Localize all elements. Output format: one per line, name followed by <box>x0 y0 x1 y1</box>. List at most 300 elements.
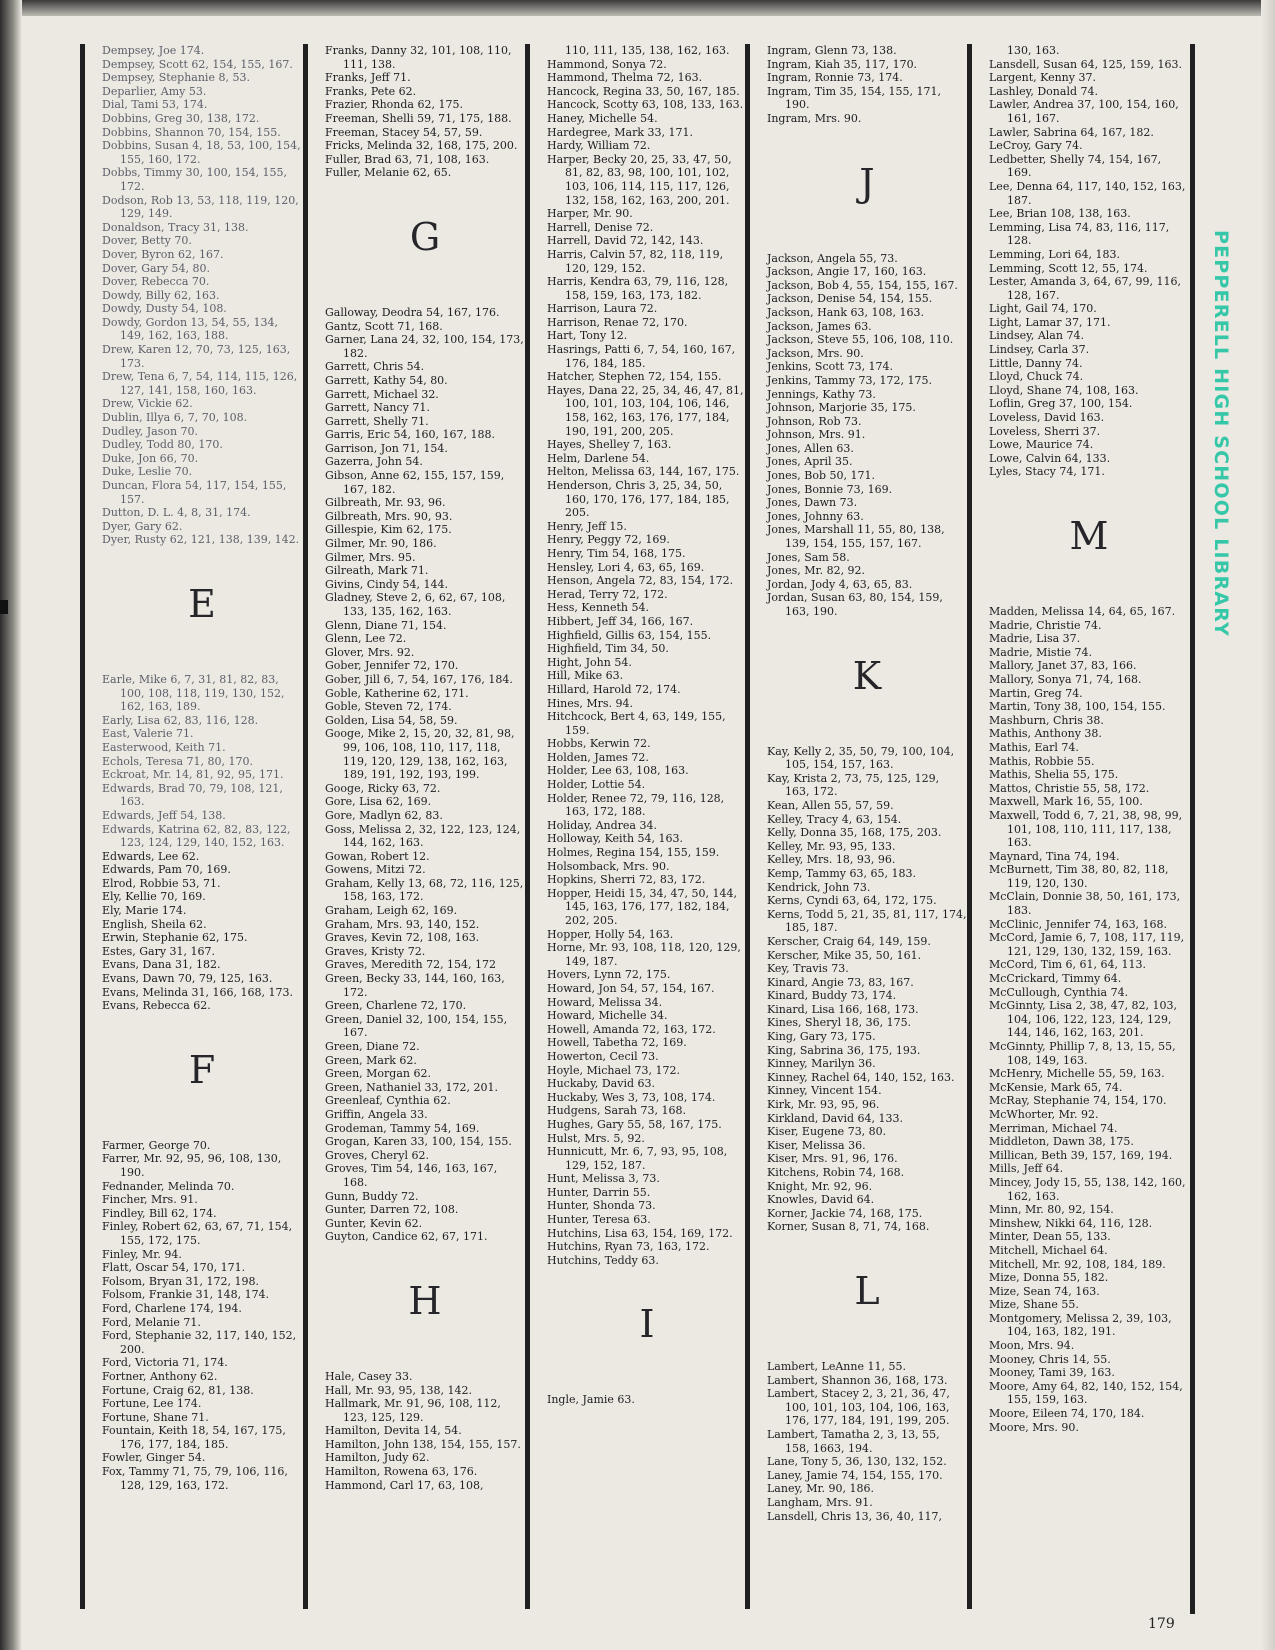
index-entry: Ford, Stephanie 32, 117, 140, 152, 200. <box>102 1329 297 1356</box>
index-entry: East, Valerie 71. <box>102 727 194 741</box>
index-entry: Jordan, Susan 63, 80, 154, 159, 163, 190. <box>767 591 943 618</box>
index-column-3 <box>525 44 747 1609</box>
index-entry: Kay, Kelly 2, 35, 50, 79, 100, 104, 105, 154, 157, 163. <box>767 744 955 772</box>
index-entry: Hancock, Scotty 63, 108, 133, 163. <box>547 98 744 112</box>
index-entry: Hill, Mike 63. <box>547 669 624 683</box>
index-entry: Ely, Marie 174. <box>102 904 187 918</box>
index-entry: Guyton, Candice 62, 67, 171. <box>325 1230 488 1244</box>
index-entry: Kiser, Mrs. 91, 96, 176. <box>767 1152 898 1166</box>
index-entry: Little, Danny 74. <box>989 356 1083 370</box>
index-entry: Korner, Susan 8, 71, 74, 168. <box>767 1220 930 1234</box>
index-entry: Mathis, Shelia 55, 175. <box>989 768 1119 782</box>
index-entry: Huckaby, Wes 3, 73, 108, 174. <box>547 1090 716 1104</box>
index-entry: Lindsey, Carla 37. <box>989 343 1090 357</box>
index-entry: Jackson, Angie 17, 160, 163. <box>767 265 927 279</box>
index-entry: Dodson, Rob 13, 53, 118, 119, 120, 129, 149. <box>102 193 299 221</box>
index-entry: Fincher, Mrs. 91. <box>102 1193 198 1207</box>
index-entry: McCrickard, Timmy 64. <box>989 972 1122 986</box>
index-entry: Hancock, Regina 33, 50, 167, 185. <box>547 84 740 98</box>
index-entry: Garrett, Chris 54. <box>325 360 425 374</box>
index-entry: Kiser, Eugene 73, 80. <box>767 1125 887 1139</box>
index-entry: Jones, Johnny 63. <box>767 509 864 523</box>
index-entry: LeCroy, Gary 74. <box>989 139 1083 153</box>
index-entry: Lansdell, Susan 64, 125, 159, 163. <box>989 57 1183 71</box>
index-entry: Kelley, Tracy 4, 63, 154. <box>767 812 902 826</box>
index-entry: Kirk, Mr. 93, 95, 96. <box>767 1098 880 1112</box>
index-entry: Hutchins, Ryan 73, 163, 172. <box>547 1240 710 1254</box>
index-entry: Howell, Tabetha 72, 169. <box>547 1036 687 1050</box>
index-entry: Ford, Charlene 174, 194. <box>102 1301 242 1315</box>
index-entry: Mize, Shane 55. <box>989 1298 1079 1312</box>
index-entry: Goss, Melissa 2, 32, 122, 123, 124, 144, 162, 163. <box>325 822 521 850</box>
index-entry: McClain, Donnie 38, 50, 161, 173, 183. <box>989 890 1181 918</box>
index-entry: Hibbert, Jeff 34, 166, 167. <box>547 614 694 628</box>
index-entry: Henderson, Chris 3, 25, 34, 50, 160, 170, 176, 177, 184, 185, 205. <box>547 479 730 520</box>
index-entry: Holder, Renee 72, 79, 116, 128, 163, 172, 188. <box>547 791 725 819</box>
index-entry: Farrer, Mr. 92, 95, 96, 108, 130, 190. <box>102 1152 282 1179</box>
library-stamp: PEPPERELL HIGH SCHOOL LIBRARY <box>1210 230 1232 637</box>
index-entry: Early, Lisa 62, 83, 116, 128. <box>102 713 259 727</box>
index-entry: Edwards, Katrina 62, 82, 83, 122, 123, 124, 129, 140, 152, 163. <box>102 822 291 850</box>
index-entry: Griffin, Angela 33. <box>325 1107 428 1121</box>
index-entry: Ford, Melanie 71. <box>102 1315 201 1329</box>
index-entry: Martin, Greg 74. <box>989 686 1083 700</box>
index-entry: Mallory, Janet 37, 83, 166. <box>989 659 1137 673</box>
index-entry: Givins, Cindy 54, 144. <box>325 577 449 591</box>
index-entry: Graham, Leigh 62, 169. <box>325 904 458 918</box>
index-entry: Harrison, Renae 72, 170. <box>547 315 688 329</box>
index-entry: Kiser, Melissa 36. <box>767 1138 866 1152</box>
index-entry: Dudley, Jason 70. <box>102 424 199 438</box>
index-entry: Dempsey, Joe 174. <box>102 44 205 57</box>
index-column-4 <box>745 44 967 1609</box>
index-entry: Mathis, Earl 74. <box>989 740 1079 754</box>
column-rule-right <box>1190 44 1195 1614</box>
index-entry: Kinard, Buddy 73, 174. <box>767 989 897 1003</box>
index-entry: Googe, Ricky 63, 72. <box>325 781 441 795</box>
index-entry: Garrett, Shelly 71. <box>325 414 429 428</box>
index-entry: Knowles, David 64. <box>767 1193 875 1207</box>
index-entry: Moon, Mrs. 94. <box>989 1339 1075 1353</box>
index-entry: Kay, Krista 2, 73, 75, 125, 129, 163, 172. <box>767 771 940 799</box>
index-entry: Jackson, Denise 54, 154, 155. <box>767 292 933 306</box>
scan-top-edge <box>0 0 1275 16</box>
index-entry: Ely, Kellie 70, 169. <box>102 890 206 904</box>
index-entry: Gilmer, Mrs. 95. <box>325 550 416 564</box>
index-entry: Jackson, James 63. <box>767 319 872 333</box>
index-entry: Frazier, Rhonda 62, 175. <box>325 98 463 112</box>
index-entry: Green, Becky 33, 144, 160, 163, 172. <box>325 972 505 999</box>
column-entries <box>102 44 302 1492</box>
index-entry: Kerns, Todd 5, 21, 35, 81, 117, 174, 185, 187. <box>767 907 967 935</box>
index-entry: Korner, Jackie 74, 168, 175. <box>767 1206 923 1220</box>
index-entry: Hunter, Darrin 55. <box>547 1185 651 1199</box>
index-column-1 <box>80 44 302 1609</box>
index-entry: Minshew, Nikki 64, 116, 128. <box>989 1216 1153 1230</box>
index-entry: 130, 163. <box>1007 44 1060 57</box>
section-letter: M <box>1069 514 1109 558</box>
page-number: 179 <box>1148 1616 1175 1632</box>
index-entry: Kinney, Vincent 154. <box>767 1084 882 1098</box>
column-entries <box>325 44 525 1492</box>
index-entry: Hughes, Gary 55, 58, 167, 175. <box>547 1117 722 1131</box>
index-entry: Franks, Jeff 71. <box>325 71 411 85</box>
index-entry: Kirkland, David 64, 133. <box>767 1111 903 1125</box>
index-entry: Kinney, Rachel 64, 140, 152, 163. <box>767 1070 955 1084</box>
index-entry: Fuller, Melanie 62, 65. <box>325 166 452 180</box>
column-entries <box>989 44 1189 1434</box>
index-entry: Green, Mark 62. <box>325 1053 417 1067</box>
index-entry: Farmer, George 70. <box>102 1138 211 1152</box>
index-entry: Lloyd, Shane 74, 108, 163. <box>989 383 1139 397</box>
index-entry: Moore, Eileen 74, 170, 184. <box>989 1407 1145 1421</box>
index-entry: Hayes, Shelley 7, 163. <box>547 438 672 452</box>
index-entry: Golden, Lisa 54, 58, 59. <box>325 713 458 727</box>
index-entry: Langham, Mrs. 91. <box>767 1495 873 1509</box>
index-entry: Hitchcock, Bert 4, 63, 149, 155, 159. <box>547 710 726 737</box>
index-entry: Hallmark, Mr. 91, 96, 108, 112, 123, 125, 129. <box>325 1397 501 1424</box>
index-entry: Edwards, Brad 70, 79, 108, 121, 163. <box>102 781 283 809</box>
section-letter: G <box>409 214 441 259</box>
index-entry: Garner, Lana 24, 32, 100, 154, 173, 182. <box>325 333 524 360</box>
index-entry: McCullough, Cynthia 74. <box>989 985 1129 999</box>
index-entry: Laney, Jamie 74, 154, 155, 170. <box>767 1468 943 1482</box>
index-entry: Merriman, Michael 74. <box>989 1121 1118 1135</box>
index-entry: Hall, Mr. 93, 95, 138, 142. <box>325 1383 472 1397</box>
index-entry: Dutton, D. L. 4, 8, 31, 174. <box>102 506 251 520</box>
section-letter: E <box>188 581 216 626</box>
index-entry: McCord, Jamie 6, 7, 108, 117, 119, 121, 129, 130, 132, 159, 163. <box>989 931 1185 958</box>
column-entries <box>767 44 967 1523</box>
index-entry: Loflin, Greg 37, 100, 154. <box>989 397 1133 411</box>
index-entry: Erwin, Stephanie 62, 175. <box>102 931 248 945</box>
index-entry: Donaldson, Tracy 31, 138. <box>102 220 249 234</box>
index-entry: Gilbreath, Mr. 93, 96. <box>325 496 446 510</box>
index-column-5 <box>967 44 1189 1609</box>
index-entry: Lloyd, Chuck 74. <box>989 370 1084 384</box>
index-entry: Dowdy, Dusty 54, 108. <box>102 302 227 316</box>
index-entry: Groves, Tim 54, 146, 163, 167, 168. <box>325 1162 498 1189</box>
index-entry: Ingram, Ronnie 73, 174. <box>767 71 903 85</box>
index-entry: Fortune, Shane 71. <box>102 1410 209 1424</box>
index-entry: Estes, Gary 31, 167. <box>102 944 216 958</box>
index-entry: Kinard, Lisa 166, 168, 173. <box>767 1002 919 1016</box>
index-entry: Hunter, Shonda 73. <box>547 1199 656 1213</box>
index-entry: Ingram, Glenn 73, 138. <box>767 44 897 57</box>
index-entry: Highfield, Gillis 63, 154, 155. <box>547 628 712 642</box>
index-entry: Drew, Vickie 62. <box>102 397 193 411</box>
index-entry: Kelley, Mr. 93, 95, 133. <box>767 839 896 853</box>
index-entry: Dyer, Rusty 62, 121, 138, 139, 142. <box>102 533 300 547</box>
index-entry: Howard, Michelle 34. <box>547 1009 668 1023</box>
index-entry: Helm, Darlene 54. <box>547 451 650 465</box>
index-entry: Dyer, Gary 62. <box>102 519 183 533</box>
index-entry: Hasrings, Patti 6, 7, 54, 160, 167, 176, 184, 185. <box>547 343 736 370</box>
index-entry: Freeman, Shelli 59, 71, 175, 188. <box>325 111 512 125</box>
index-entry: Maxwell, Mark 16, 55, 100. <box>989 795 1143 809</box>
index-entry: Harrison, Laura 72. <box>547 302 658 316</box>
index-entry: Ford, Victoria 71, 174. <box>102 1356 228 1370</box>
index-entry: Howard, Jon 54, 57, 154, 167. <box>547 981 715 995</box>
column-entries <box>547 44 747 1407</box>
index-entry: Jennings, Kathy 73. <box>767 387 876 401</box>
index-entry: Earle, Mike 6, 7, 31, 81, 82, 83, 100, 108, 118, 119, 130, 152, 162, 163, 189. <box>102 672 285 714</box>
index-entry: Hensley, Lori 4, 63, 65, 169. <box>547 560 705 574</box>
index-entry: McKensie, Mark 65, 74. <box>989 1080 1123 1094</box>
index-entry: Easterwood, Keith 71. <box>102 740 226 754</box>
index-entry: Howerton, Cecil 73. <box>547 1049 659 1063</box>
index-entry: Hulst, Mrs. 5, 92. <box>547 1131 645 1145</box>
index-entry: Grogan, Karen 33, 100, 154, 155. <box>325 1135 512 1149</box>
index-entry: Minter, Dean 55, 133. <box>989 1230 1111 1244</box>
index-entry: McGinnty, Phillip 7, 8, 13, 15, 55, 108, 149, 163. <box>989 1040 1176 1067</box>
section-letter: I <box>639 1302 655 1347</box>
index-entry: Johnson, Mrs. 91. <box>767 428 866 442</box>
index-entry: Duncan, Flora 54, 117, 154, 155, 157. <box>102 479 287 506</box>
index-entry: Mincey, Jody 15, 55, 138, 142, 160, 162, 163. <box>989 1175 1186 1203</box>
index-entry: Huckaby, David 63. <box>547 1077 655 1091</box>
index-entry: Lawler, Sabrina 64, 167, 182. <box>989 125 1154 139</box>
index-entry: Hunter, Teresa 63. <box>547 1213 651 1227</box>
index-entry: Fricks, Melinda 32, 168, 175, 200. <box>325 139 518 153</box>
index-entry: Ingram, Mrs. 90. <box>767 111 862 125</box>
index-entry: Hopkins, Sherri 72, 83, 172. <box>547 873 706 887</box>
index-entry: Fowler, Ginger 54. <box>102 1451 206 1465</box>
index-entry: Madrie, Mistie 74. <box>989 645 1093 659</box>
section-letter: F <box>188 1047 216 1092</box>
index-entry: Haney, Michelle 54. <box>547 111 658 125</box>
index-entry: Hines, Mrs. 94. <box>547 696 633 710</box>
index-entry: Gunter, Kevin 62. <box>325 1216 423 1230</box>
index-entry: Lane, Tony 5, 36, 130, 132, 152. <box>767 1455 947 1469</box>
index-entry: McCord, Tim 6, 61, 64, 113. <box>989 958 1147 972</box>
index-entry: Dowdy, Gordon 13, 54, 55, 134, 149, 162, 163, 188. <box>102 315 279 343</box>
index-entry: Graham, Mrs. 93, 140, 152. <box>325 917 480 931</box>
index-entry: Kerns, Cyndi 63, 64, 172, 175. <box>767 894 937 908</box>
index-entry: Howell, Amanda 72, 163, 172. <box>547 1022 716 1036</box>
index-entry: McRay, Stephanie 74, 154, 170. <box>989 1094 1167 1108</box>
index-entry: Folsom, Frankie 31, 148, 174. <box>102 1288 270 1302</box>
index-entry: Gore, Madlyn 62, 83. <box>325 808 443 822</box>
index-entry: Loveless, David 163. <box>989 411 1105 425</box>
index-entry: Dempsey, Scott 62, 154, 155, 167. <box>102 57 293 71</box>
index-entry: Graves, Kevin 72, 108, 163. <box>325 931 480 945</box>
index-entry: Green, Daniel 32, 100, 154, 155, 167. <box>325 1012 508 1040</box>
index-entry: Gilmer, Mr. 90, 186. <box>325 537 437 551</box>
index-entry: Hamilton, Devita 14, 54. <box>325 1424 462 1438</box>
index-entry: Gilbreath, Mrs. 90, 93. <box>325 509 453 523</box>
index-entry: Jackson, Steve 55, 106, 108, 110. <box>767 333 954 347</box>
index-entry: Hopper, Heidi 15, 34, 47, 50, 144, 145, 163, 176, 177, 182, 184, 202, 205. <box>547 886 737 927</box>
index-entry: Lowe, Maurice 74. <box>989 438 1094 452</box>
index-entry: Evans, Dawn 70, 79, 125, 163. <box>102 972 273 986</box>
index-entry: Googe, Mike 2, 15, 20, 32, 81, 98, 99, 106, 108, 110, 117, 118, 119, 120, 129, 138, 162, 163, 189, 191, 192, 193, 199. <box>325 727 515 782</box>
index-entry: Fortune, Craig 62, 81, 138. <box>102 1383 254 1397</box>
index-entry: Helton, Melissa 63, 144, 167, 175. <box>547 465 740 479</box>
index-entry: Deparlier, Amy 53. <box>102 84 207 98</box>
index-entry: Hale, Casey 33. <box>325 1369 413 1383</box>
index-entry: Flatt, Oscar 54, 170, 171. <box>102 1261 246 1275</box>
index-entry: Gober, Jill 6, 7, 54, 167, 176, 184. <box>325 672 513 686</box>
index-entry: Kemp, Tammy 63, 65, 183. <box>767 866 916 880</box>
index-entry: Hammond, Thelma 72, 163. <box>547 71 703 85</box>
index-entry: Laney, Mr. 90, 186. <box>767 1482 874 1496</box>
index-entry: Glover, Mrs. 92. <box>325 645 415 659</box>
index-entry: Findley, Bill 62, 174. <box>102 1206 217 1220</box>
index-entry: Mattos, Christie 55, 58, 172. <box>989 781 1150 795</box>
index-entry: Hoyle, Michael 73, 172. <box>547 1063 681 1077</box>
index-entry: Howard, Melissa 34. <box>547 995 663 1009</box>
index-column-2 <box>303 44 525 1609</box>
index-entry: Holsomback, Mrs. 90. <box>547 859 670 873</box>
index-entry: Madrie, Christie 74. <box>989 618 1102 632</box>
index-entry: Kinney, Marilyn 36. <box>767 1057 876 1071</box>
index-entry: Jenkins, Tammy 73, 172, 175. <box>767 373 932 387</box>
index-entry: Holmes, Regina 154, 155, 159. <box>547 846 720 860</box>
index-entry: Hillard, Harold 72, 174. <box>547 682 681 696</box>
index-entry: Mize, Sean 74, 163. <box>989 1284 1100 1298</box>
index-entry: Kean, Allen 55, 57, 59. <box>767 798 894 812</box>
index-entry: Millican, Beth 39, 157, 169, 194. <box>989 1148 1173 1162</box>
index-entry: Kelley, Mrs. 18, 93, 96. <box>767 853 896 867</box>
index-entry: Gober, Jennifer 72, 170. <box>325 659 459 673</box>
index-entry: Lowe, Calvin 64, 133. <box>989 451 1111 465</box>
index-entry: Hunt, Melissa 3, 73. <box>547 1172 660 1186</box>
index-entry: Henry, Jeff 15. <box>547 519 627 533</box>
index-entry: Johnson, Rob 73. <box>767 414 862 428</box>
index-entry: Mitchell, Mr. 92, 108, 184, 189. <box>989 1257 1166 1271</box>
index-entry: Gillespie, Kim 62, 175. <box>325 523 452 537</box>
index-entry: McHenry, Michelle 55, 59, 163. <box>989 1067 1165 1081</box>
index-entry: Jones, Bob 50, 171. <box>767 469 875 483</box>
index-entry: Evans, Melinda 31, 166, 168, 173. <box>102 985 293 999</box>
index-entry: Gazerra, John 54. <box>325 455 423 469</box>
index-entry: Holder, Lottie 54. <box>547 778 646 792</box>
index-entry: Largent, Kenny 37. <box>989 71 1096 85</box>
index-entry: McGinnty, Lisa 2, 38, 47, 82, 103, 104, 106, 122, 123, 124, 129, 144, 146, 162, 163, 201. <box>989 999 1178 1040</box>
index-entry: Madrie, Lisa 37. <box>989 632 1081 646</box>
index-entry: Graham, Kelly 13, 68, 72, 116, 125, 158, 163, 172. <box>325 876 524 904</box>
index-entry: Mooney, Tami 39, 163. <box>989 1366 1115 1380</box>
section-letter: J <box>859 160 875 205</box>
index-entry: Galloway, Deodra 54, 167, 176. <box>325 305 500 319</box>
index-entry: Dobbs, Timmy 30, 100, 154, 155, 172. <box>102 166 288 193</box>
index-entry: Lemming, Lori 64, 183. <box>989 247 1120 261</box>
index-entry: Lester, Amanda 3, 64, 67, 99, 116, 128, 167. <box>989 275 1182 302</box>
scan-left-edge <box>0 0 22 1650</box>
index-entry: Ledbetter, Shelly 74, 154, 167, 169. <box>989 152 1162 180</box>
index-entry: Martin, Tony 38, 100, 154, 155. <box>989 700 1166 714</box>
index-entry: Jones, Dawn 73. <box>767 496 858 510</box>
index-entry: Jones, April 35. <box>767 455 853 469</box>
index-entry: Madden, Melissa 14, 64, 65, 167. <box>989 605 1176 618</box>
index-entry: Edwards, Jeff 54, 138. <box>102 808 226 822</box>
index-entry: Kitchens, Robin 74, 168. <box>767 1166 905 1179</box>
index-entry: Lawler, Andrea 37, 100, 154, 160, 161, 167. <box>989 98 1179 125</box>
index-entry: Hart, Tony 12. <box>547 329 628 343</box>
index-entry: Dover, Betty 70. <box>102 234 192 248</box>
index-entry: Edwards, Lee 62. <box>102 849 200 863</box>
index-entry: Greenleaf, Cynthia 62. <box>325 1094 451 1108</box>
index-entry: Freeman, Stacey 54, 57, 59. <box>325 125 483 139</box>
section-letter: K <box>852 653 882 698</box>
index-entry: Hatcher, Stephen 72, 154, 155. <box>547 370 722 384</box>
index-entry: Dowdy, Billy 62, 163. <box>102 288 220 302</box>
index-entry: Goble, Katherine 62, 171. <box>325 686 469 700</box>
index-entry: Ingle, Jamie 63. <box>547 1393 635 1407</box>
index-entry: Light, Gail 74, 170. <box>989 302 1097 316</box>
index-entry: Ingram, Kiah 35, 117, 170. <box>767 57 918 71</box>
scan-right-edge <box>1261 0 1275 1650</box>
index-entry: Kerscher, Craig 64, 149, 159. <box>767 934 931 948</box>
index-entry: Holiday, Andrea 34. <box>547 818 657 832</box>
index-entry: Montgomery, Melissa 2, 39, 103, 104, 163, 182, 191. <box>989 1311 1172 1339</box>
index-entry: Holloway, Keith 54, 163. <box>547 832 684 846</box>
index-entry: Finley, Mr. 94. <box>102 1247 182 1261</box>
index-entry: Henry, Tim 54, 168, 175. <box>547 546 686 560</box>
index-entry: Harris, Calvin 57, 82, 118, 119, 120, 129, 152. <box>547 247 724 275</box>
index-entry: Lemming, Scott 12, 55, 174. <box>989 261 1148 275</box>
index-entry: Drew, Tena 6, 7, 54, 114, 115, 126, 127, 141, 158, 160, 163. <box>102 370 298 397</box>
index-entry: Dover, Byron 62, 167. <box>102 247 224 261</box>
index-entry: Hamilton, John 138, 154, 155, 157. <box>325 1437 521 1451</box>
index-entry: Gowan, Robert 12. <box>325 849 430 863</box>
index-entry: Hopper, Holly 54, 163. <box>547 927 674 941</box>
index-entry: Jones, Allen 63. <box>767 441 854 455</box>
index-entry: Lee, Denna 64, 117, 140, 152, 163, 187. <box>989 179 1186 207</box>
index-entry: Fuller, Brad 63, 71, 108, 163. <box>325 152 490 166</box>
index-entry: Holder, Lee 63, 108, 163. <box>547 764 689 778</box>
index-entry: Gunter, Darren 72, 108. <box>325 1203 459 1217</box>
index-entry: Kelly, Donna 35, 168, 175, 203. <box>767 826 942 840</box>
index-entry: Lambert, Shannon 36, 168, 173. <box>767 1373 948 1387</box>
index-entry: Herad, Terry 72, 172. <box>547 587 668 601</box>
index-entry: Green, Diane 72. <box>325 1040 420 1053</box>
index-entry: Garris, Eric 54, 160, 167, 188. <box>325 428 495 442</box>
index-entry: Hammond, Sonya 72. <box>547 57 667 71</box>
index-entry: Henry, Peggy 72, 169. <box>547 533 670 547</box>
index-entry: Fortune, Lee 174. <box>102 1397 202 1411</box>
index-entry: Hutchins, Lisa 63, 154, 169, 172. <box>547 1226 733 1240</box>
index-entry: Hamilton, Judy 62. <box>325 1451 430 1465</box>
index-entry: Henson, Angela 72, 83, 154, 172. <box>547 574 734 588</box>
index-entry: Kines, Sheryl 18, 36, 175. <box>767 1016 912 1030</box>
index-entry: Lansdell, Chris 13, 36, 40, 117, <box>767 1509 943 1523</box>
index-entry: Dial, Tami 53, 174. <box>102 98 208 112</box>
index-entry: Gantz, Scott 71, 168. <box>325 319 443 333</box>
index-entry: Jones, Marshall 11, 55, 80, 138, 139, 154, 155, 157, 167. <box>767 523 945 551</box>
index-entry: Garrett, Kathy 54, 80. <box>325 373 448 387</box>
index-entry: Lyles, Stacy 74, 171. <box>989 465 1105 479</box>
index-entry: Green, Nathaniel 33, 172, 201. <box>325 1080 498 1094</box>
index-entry: Lambert, Tamatha 2, 3, 13, 55, 158, 1663, 194. <box>767 1427 940 1455</box>
index-entry: Folsom, Bryan 31, 172, 198. <box>102 1274 260 1288</box>
index-entry: Lashley, Donald 74. <box>989 84 1099 98</box>
index-entry: Johnson, Marjorie 35, 175. <box>767 401 916 415</box>
index-entry: Gore, Lisa 62, 169. <box>325 795 432 809</box>
index-entry: Lindsey, Alan 74. <box>989 329 1084 343</box>
index-entry: Dobbins, Susan 4, 18, 53, 100, 154, 155, 160, 172. <box>102 139 301 166</box>
index-entry: Kendrick, John 73. <box>767 880 871 894</box>
index-entry: Eckroat, Mr. 14, 81, 92, 95, 171. <box>102 768 284 782</box>
index-entry: Key, Travis 73. <box>767 962 849 976</box>
index-entry: McBurnett, Tim 38, 80, 82, 118, 119, 120, 130. <box>989 863 1169 890</box>
section-letter: L <box>854 1268 880 1313</box>
index-entry: Kinard, Angie 73, 83, 167. <box>767 975 914 989</box>
index-entry: Moore, Amy 64, 82, 140, 152, 154, 155, 159, 163. <box>989 1379 1183 1407</box>
index-entry: Groves, Cheryl 62. <box>325 1148 430 1162</box>
index-entry: Edwards, Pam 70, 169. <box>102 863 231 877</box>
